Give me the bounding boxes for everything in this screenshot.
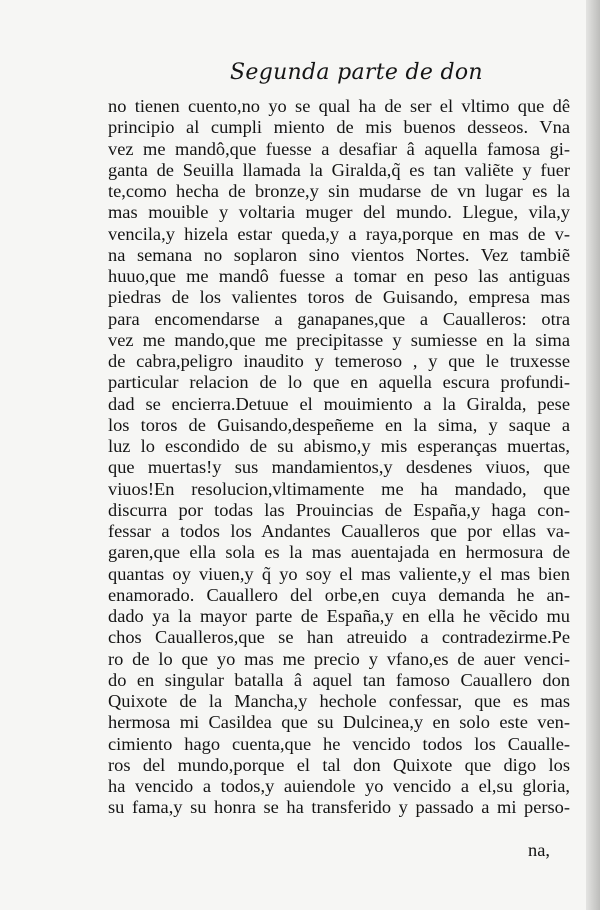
text-line: te,como hecha de bronze,y sin mudarse de vn lugar es la <box>108 181 570 201</box>
text-line: los toros de Guisando,despeñeme en la sima, y saque a <box>108 414 570 435</box>
text-line: ha vencido a todos,y auiendole yo vencido a el,su gloria, <box>108 776 570 796</box>
text-line: viuos!En resolucion,vltimamente me ha mandado, que <box>108 478 570 499</box>
text-line: discurra por todas las Prouincias de España,y haga con- <box>108 499 570 520</box>
text-line: vez me mando,que me precipitasse y sumiesse en la sima <box>108 329 570 350</box>
catchword: na, <box>528 840 550 860</box>
text-line: su fama,y su honra se ha transferido y passado a mi perso- <box>108 797 570 818</box>
running-head: Segunda parte de don <box>230 60 483 85</box>
text-line: mas mouible y voltaria muger del mundo. Llegue, vila,y <box>108 202 570 223</box>
text-line: de cabra,peligro inaudito y temeroso , y que le truxesse <box>108 351 570 371</box>
text-line: Quixote de la Mancha,y hechole confessar, que es mas <box>108 691 570 711</box>
text-line: vencila,y hizela estar queda,y a raya,porque en mas de v- <box>108 223 570 244</box>
scan-edge-shadow <box>586 0 600 910</box>
text-line: hermosa mi Casildea que su Dulcinea,y en solo este ven- <box>108 712 570 733</box>
text-line: dado ya la mayor parte de España,y en ella he vẽcido mu <box>108 606 570 626</box>
text-line: ros del mundo,porque el tal don Quixote que digo los <box>108 754 570 775</box>
text-line: piedras de los valientes toros de Guisando, empresa mas <box>108 287 570 308</box>
text-line: particular relacion de lo que en aquella escura profundi- <box>108 372 570 393</box>
text-line: chos Caualleros,que se han atreuido a contradezirme.Pe <box>108 627 570 648</box>
text-line: na semana no soplaron sino vientos Nortes. Vez tambiẽ <box>108 244 570 265</box>
text-line: para encomendarse a ganapanes,que a Caualleros: otra <box>108 308 570 329</box>
text-line: ro de lo que yo mas me precio y vfano,es de auer venci- <box>108 648 570 669</box>
text-line: quantas oy viuen,y q̃ yo soy el mas valiente,y el mas bien <box>108 563 570 584</box>
body-text <box>108 96 570 819</box>
text-line: do en singular batalla â aquel tan famoso Cauallero don <box>108 669 570 690</box>
text-line: fessar a todos los Andantes Caualleros que por ellas va- <box>108 521 570 541</box>
text-line: no tienen cuento,no yo se qual ha de ser el vltimo que dê <box>108 96 570 116</box>
text-line: cimiento hago cuenta,que he vencido todos los Caualle- <box>108 733 570 754</box>
text-line: que muertas!y sus mandamientos,y desdenes viuos, que <box>108 457 570 478</box>
text-line: vez me mandô,que fuesse a desafiar â aquella famosa gi- <box>108 138 570 159</box>
text-line: ganta de Seuilla llamada la Giralda,q̃ es tan valiẽte y fuer <box>108 159 570 180</box>
text-line: dad se encierra.Detuue el mouimiento a la Giralda, pese <box>108 393 570 414</box>
text-line: principio al cumpli miento de mis buenos desseos. Vna <box>108 117 570 138</box>
text-line: huuo,que me mandô fuesse a tomar en peso las antiguas <box>108 266 570 286</box>
text-line: luz lo escondido de su abismo,y mis esperanças muertas, <box>108 436 570 456</box>
text-line: garen,que ella sola es la mas auentajada en hermosura de <box>108 542 570 563</box>
text-line: enamorado. Cauallero del orbe,en cuya demanda he an- <box>108 584 570 605</box>
